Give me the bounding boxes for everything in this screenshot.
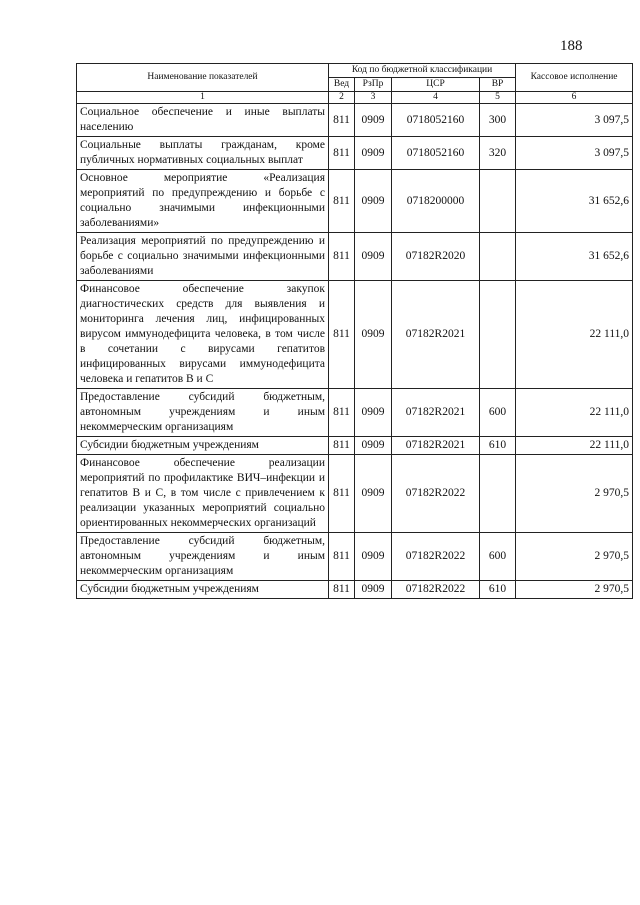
row-ved: 811 — [329, 389, 355, 437]
row-vr: 610 — [480, 581, 516, 599]
table-row — [77, 170, 633, 233]
row-rzpr: 0909 — [355, 455, 392, 533]
row-rzpr: 0909 — [355, 281, 392, 389]
table-row — [77, 437, 633, 455]
column-number: 3 — [355, 92, 392, 104]
row-vr: 600 — [480, 389, 516, 437]
row-amount: 3 097,5 — [516, 137, 633, 170]
row-amount: 31 652,6 — [516, 170, 633, 233]
row-csr: 07182R2022 — [392, 455, 480, 533]
row-ved: 811 — [329, 281, 355, 389]
row-ved: 811 — [329, 170, 355, 233]
row-vr — [480, 233, 516, 281]
column-number: 4 — [392, 92, 480, 104]
row-csr: 0718200000 — [392, 170, 480, 233]
table-row — [77, 281, 633, 389]
header-rzpr: РзПр — [355, 78, 392, 92]
row-ved: 811 — [329, 137, 355, 170]
row-amount: 2 970,5 — [516, 581, 633, 599]
row-amount: 22 111,0 — [516, 437, 633, 455]
row-name: Социальные выплаты гражданам, кроме публичных нормативных социальных выплат — [77, 137, 329, 170]
table-row — [77, 533, 633, 581]
row-ved: 811 — [329, 233, 355, 281]
row-vr: 300 — [480, 104, 516, 137]
row-amount: 3 097,5 — [516, 104, 633, 137]
row-rzpr: 0909 — [355, 437, 392, 455]
row-csr: 07182R2022 — [392, 581, 480, 599]
row-name: Предоставление субсидий бюджетным, автономным учреждениям и иным некоммерческим организациям — [77, 389, 329, 437]
row-csr: 07182R2022 — [392, 533, 480, 581]
row-amount: 22 111,0 — [516, 389, 633, 437]
row-csr: 07182R2021 — [392, 389, 480, 437]
table-row — [77, 581, 633, 599]
row-name: Финансовое обеспечение реализации мероприятий по профилактике ВИЧ–инфекции и гепатитов В и С, в том числе с привлечением к реализации указанных мероприятий социально ориентированных некоммерческих организаций — [77, 455, 329, 533]
column-number: 2 — [329, 92, 355, 104]
row-vr — [480, 170, 516, 233]
row-csr: 0718052160 — [392, 104, 480, 137]
header-vr: ВР — [480, 78, 516, 92]
row-name: Основное мероприятие «Реализация мероприятий по предупреждению и борьбе с социально значимыми инфекционными заболеваниями» — [77, 170, 329, 233]
row-csr: 07182R2021 — [392, 281, 480, 389]
row-rzpr: 0909 — [355, 137, 392, 170]
row-ved: 811 — [329, 533, 355, 581]
header-budget-code: Код по бюджетной классификации — [329, 64, 516, 78]
header-ved: Вед — [329, 78, 355, 92]
column-number: 5 — [480, 92, 516, 104]
row-rzpr: 0909 — [355, 104, 392, 137]
row-vr: 600 — [480, 533, 516, 581]
column-number: 1 — [77, 92, 329, 104]
row-name: Предоставление субсидий бюджетным, автономным учреждениям и иным некоммерческим организациям — [77, 533, 329, 581]
row-csr: 07182R2020 — [392, 233, 480, 281]
page-number: 188 — [560, 38, 583, 54]
row-rzpr: 0909 — [355, 533, 392, 581]
row-amount: 31 652,6 — [516, 233, 633, 281]
row-ved: 811 — [329, 437, 355, 455]
row-name: Социальное обеспечение и иные выплаты населению — [77, 104, 329, 137]
row-name: Реализация мероприятий по предупреждению и борьбе с социально значимыми инфекционными заболеваниями — [77, 233, 329, 281]
row-name: Субсидии бюджетным учреждениям — [77, 581, 329, 599]
table-row — [77, 455, 633, 533]
row-vr — [480, 281, 516, 389]
row-amount: 22 111,0 — [516, 281, 633, 389]
table-row — [77, 104, 633, 137]
row-rzpr: 0909 — [355, 581, 392, 599]
header-csr: ЦСР — [392, 78, 480, 92]
row-rzpr: 0909 — [355, 389, 392, 437]
budget-execution-table — [76, 63, 633, 599]
table-row — [77, 233, 633, 281]
row-ved: 811 — [329, 455, 355, 533]
row-name: Финансовое обеспечение закупок диагностических средств для выявления и мониторинга лечения лиц, инфицированных вирусом иммунодефицита человека, в том числе в сочетании с вирусами гепатитов инфицированных вирусами иммунодефицита человека и гепатитов В и С — [77, 281, 329, 389]
row-csr: 07182R2021 — [392, 437, 480, 455]
table-row — [77, 137, 633, 170]
row-csr: 0718052160 — [392, 137, 480, 170]
row-rzpr: 0909 — [355, 233, 392, 281]
column-number: 6 — [516, 92, 633, 104]
row-ved: 811 — [329, 581, 355, 599]
row-vr: 320 — [480, 137, 516, 170]
header-execution: Кассовое исполнение — [516, 64, 633, 92]
header-name: Наименование показателей — [77, 64, 329, 92]
row-name: Субсидии бюджетным учреждениям — [77, 437, 329, 455]
row-amount: 2 970,5 — [516, 533, 633, 581]
row-amount: 2 970,5 — [516, 455, 633, 533]
row-ved: 811 — [329, 104, 355, 137]
table-row — [77, 389, 633, 437]
row-rzpr: 0909 — [355, 170, 392, 233]
row-vr — [480, 455, 516, 533]
row-vr: 610 — [480, 437, 516, 455]
